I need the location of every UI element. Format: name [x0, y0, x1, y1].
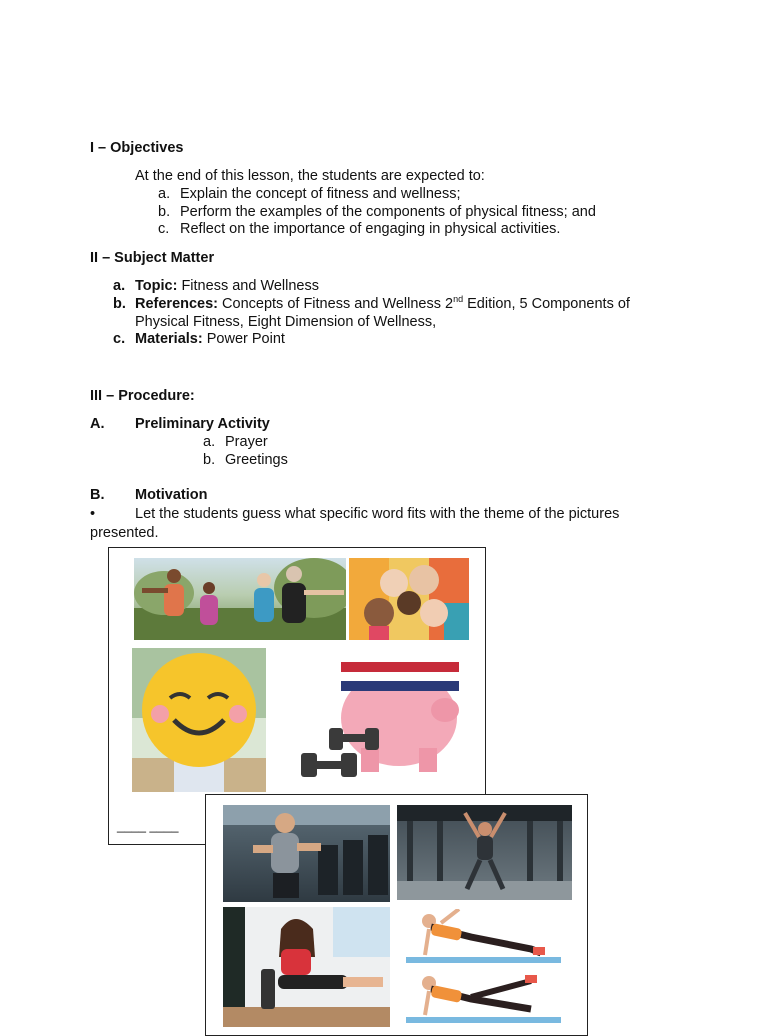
preliminary-item-a [203, 434, 268, 450]
stretching-woman-photo [223, 907, 390, 1027]
references-text-after: Edition, 5 Components of [463, 296, 630, 312]
list-marker: c. [113, 331, 126, 347]
motivation-marker: B. [90, 487, 105, 503]
motivation-bullet: • [90, 506, 96, 522]
preliminary-text: Greetings [225, 452, 288, 468]
subject-matter-heading: II – Subject Matter [90, 250, 215, 266]
objective-text: Explain the concept of fitness and wellness; [180, 186, 461, 202]
materials-text: Power Point [206, 331, 285, 347]
answer-blanks: ____ ____ [117, 818, 179, 833]
preliminary-title: Preliminary Activity [135, 416, 270, 432]
objectives-heading: I – Objectives [90, 140, 184, 156]
objective-item-b [158, 204, 596, 220]
references-text: Concepts of Fitness and Wellness 2 [222, 296, 454, 312]
list-marker: b. [113, 296, 126, 312]
preliminary-marker: A. [90, 416, 105, 432]
preliminary-text: Prayer [225, 434, 268, 450]
piggy-bank-dumbbell-photo [279, 648, 469, 788]
topic-text: Fitness and Wellness [181, 278, 319, 294]
treadmill-runner-photo [223, 805, 390, 902]
topic-line [113, 278, 319, 294]
procedure-heading: III – Procedure: [90, 388, 195, 404]
list-marker: c. [158, 221, 170, 237]
references-sup: nd [453, 294, 464, 305]
topic-label: Topic: [135, 278, 178, 294]
objectives-intro: At the end of this lesson, the students are expected to: [135, 168, 485, 184]
objective-item-c [158, 221, 561, 237]
list-marker: a. [203, 434, 216, 450]
side-plank-illustration [401, 909, 571, 1029]
references-line [113, 294, 630, 312]
happy-friends-photo [349, 558, 469, 640]
list-marker: a. [113, 278, 126, 294]
motivation-line-1: Let the students guess what specific word fits with the theme of the pictures [135, 506, 620, 522]
list-marker: b. [158, 204, 171, 220]
picture-set-2 [205, 794, 588, 1036]
group-exercise-photo [134, 558, 346, 640]
objective-item-a [158, 186, 461, 202]
objective-text: Reflect on the importance of engaging in physical activities. [180, 221, 561, 237]
list-marker: a. [158, 186, 171, 202]
motivation-title: Motivation [135, 487, 208, 503]
materials-label: Materials: [135, 331, 203, 347]
smiley-face-photo [132, 648, 266, 792]
preliminary-item-b [203, 452, 288, 468]
list-marker: b. [203, 452, 216, 468]
references-label: References: [135, 296, 219, 312]
motivation-line-2: presented. [90, 525, 159, 541]
objective-text: Perform the examples of the components of physical fitness; and [180, 204, 596, 220]
references-line-2: Physical Fitness, Eight Dimension of Wellness, [135, 314, 437, 330]
materials-line [113, 331, 285, 347]
jumping-jacks-photo [397, 805, 572, 900]
